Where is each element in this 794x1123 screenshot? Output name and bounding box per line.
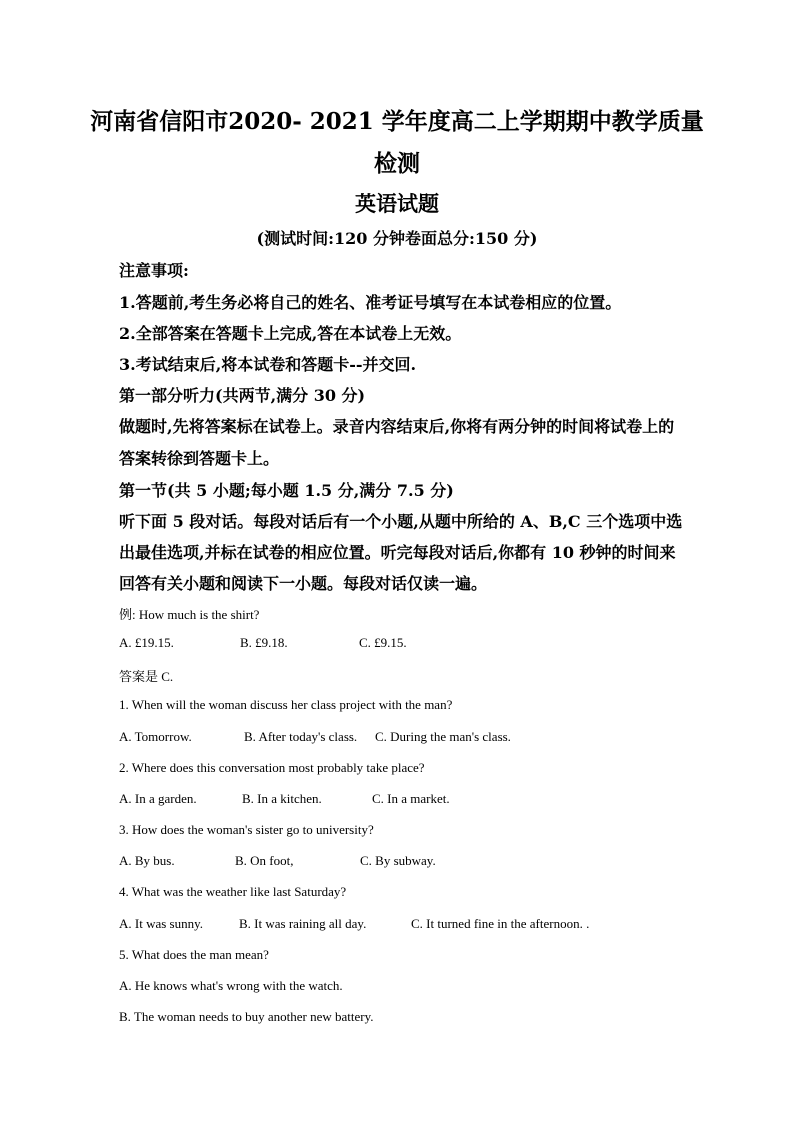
option: A. It was sunny.: [119, 916, 204, 931]
option: B. On foot,: [235, 853, 294, 868]
option: C. In a market.: [372, 791, 450, 806]
option: C. It turned fine in the afternoon. .: [411, 916, 590, 931]
question: 5. What does the man mean?: [119, 947, 269, 962]
option: B. The woman needs to buy another new battery.: [119, 1009, 374, 1024]
notice-item: 1.答题前,考生务必将自己的姓名、准考证号填写在本试卷相应的位置。: [119, 293, 622, 312]
option: A. Tomorrow.: [119, 729, 192, 744]
option: C. During the man's class.: [375, 729, 511, 744]
option: B. After today's class.: [244, 729, 358, 744]
section1-instruction: 出最佳选项,并标在试卷的相应位置。听完每段对话后,你都有 10 秒钟的时间来: [119, 543, 676, 562]
part1-instruction: 做题时,先将答案标在试卷上。录音内容结束后,你将有两分钟的时间将试卷上的: [119, 417, 675, 436]
example-answer: 答案是 C.: [119, 669, 174, 684]
option: A. He knows what's wrong with the watch.: [119, 978, 343, 993]
example-question: 例: How much is the shirt?: [119, 607, 260, 622]
question: 4. What was the weather like last Saturday?: [119, 884, 347, 899]
question: 3. How does the woman's sister go to university?: [119, 822, 374, 837]
notice-item: 2.全部答案在答题卡上完成,答在本试卷上无效。: [119, 324, 462, 343]
option: A. In a garden.: [119, 791, 197, 806]
exam-info: (测试时间:120 分钟卷面总分:150 分): [256, 229, 538, 248]
subject-title: 英语试题: [355, 191, 439, 216]
notice-item: 3.考试结束后,将本试卷和答题卡--并交回.: [119, 355, 417, 374]
option: A. By bus.: [119, 853, 175, 868]
section1-instruction: 听下面 5 段对话。每段对话后有一个小题,从题中所给的 A、B,C 三个选项中选: [119, 512, 683, 531]
option: C. £9.15.: [359, 635, 407, 650]
part1-heading: 第一部分听力(共两节,满分 30 分): [119, 386, 366, 405]
part1-instruction: 答案转徐到答题卡上。: [119, 449, 280, 468]
option: A. £19.15.: [119, 635, 174, 650]
option: B. It was raining all day.: [239, 916, 367, 931]
question: 1. When will the woman discuss her class project with the man?: [119, 697, 453, 712]
section1-heading: 第一节(共 5 小题;每小题 1.5 分,满分 7.5 分): [119, 481, 454, 500]
option: B. £9.18.: [240, 635, 288, 650]
exam-title-line1: 河南省信阳市2020- 2021 学年度高二上学期期中教学质量: [90, 108, 704, 135]
exam-title-line2: 检测: [374, 150, 420, 177]
notice-heading: 注意事项:: [119, 261, 189, 280]
question: 2. Where does this conversation most probably take place?: [119, 760, 425, 775]
option: C. By subway.: [360, 853, 436, 868]
option: B. In a kitchen.: [242, 791, 322, 806]
section1-instruction: 回答有关小题和阅读下一小题。每段对话仅读一遍。: [119, 574, 488, 593]
